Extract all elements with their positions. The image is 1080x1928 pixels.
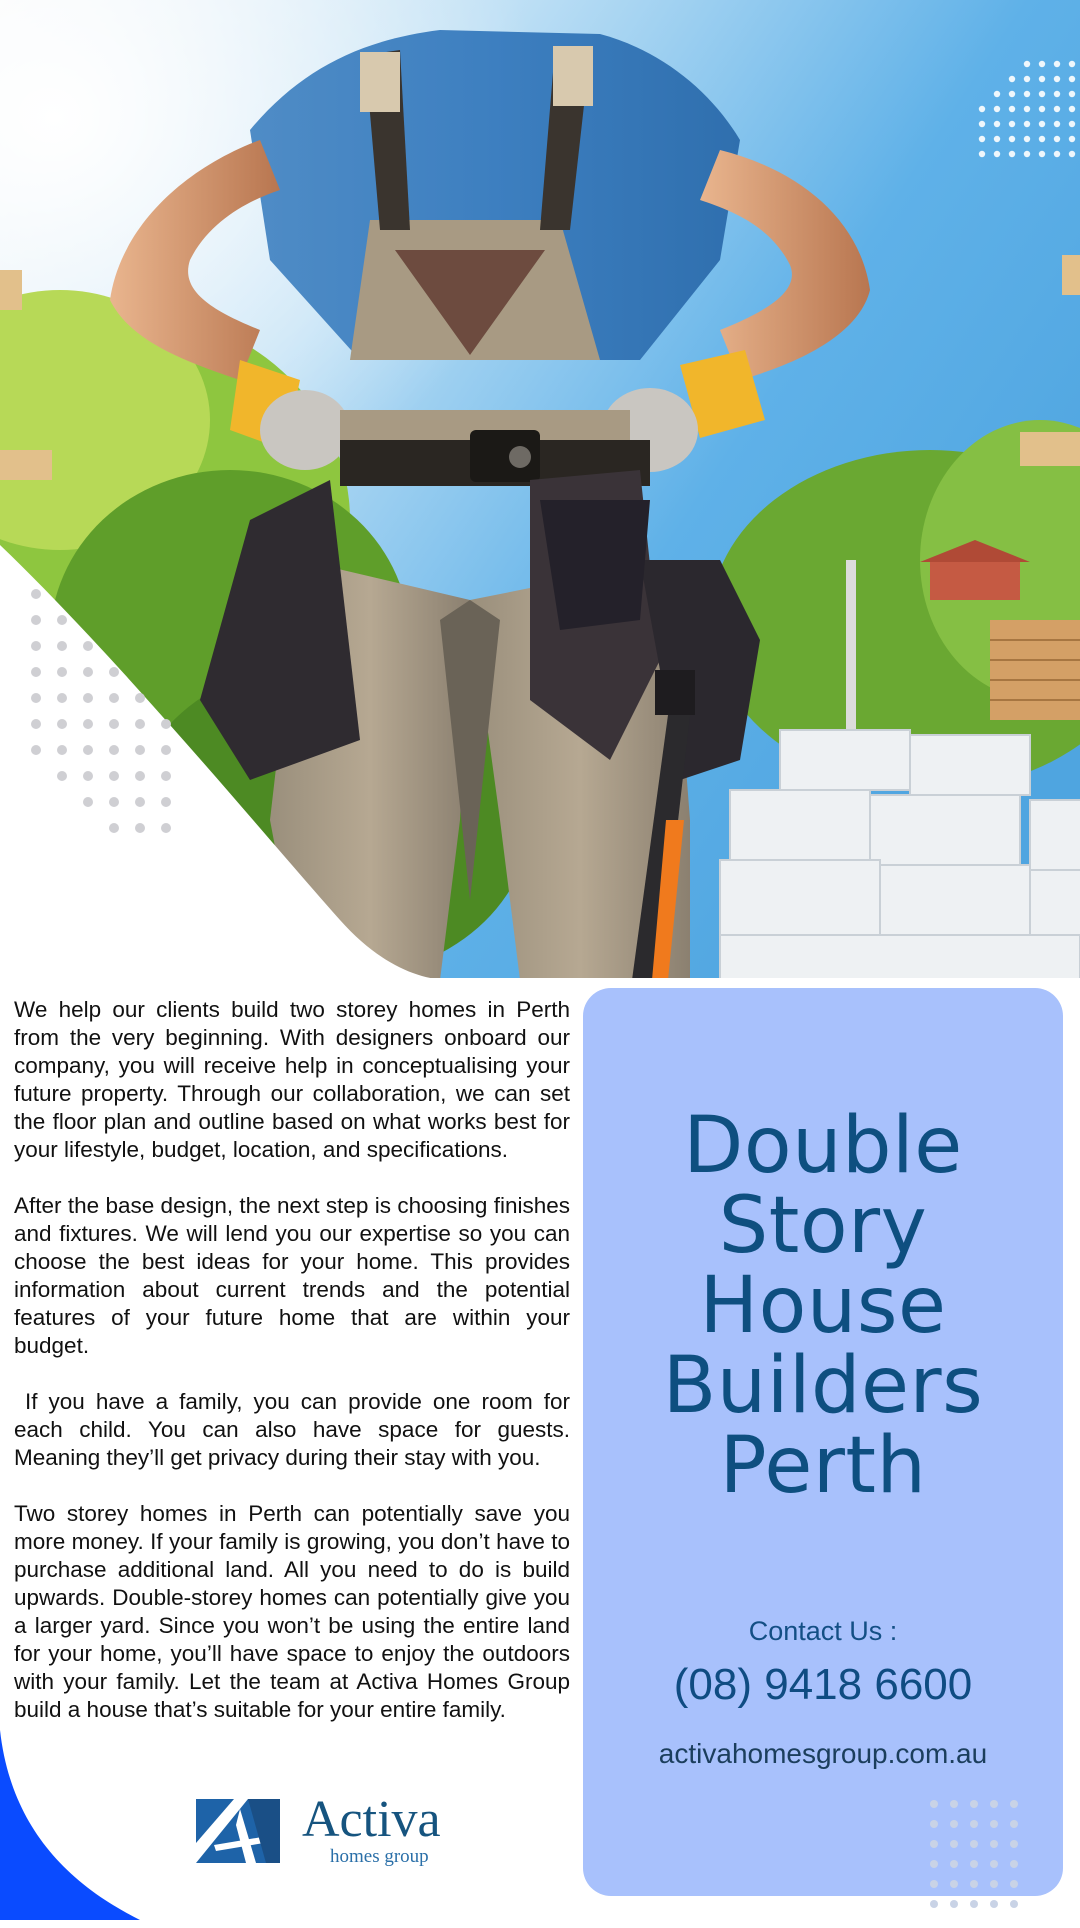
dot (1010, 1800, 1018, 1808)
dot (109, 745, 119, 755)
dot (930, 1880, 938, 1888)
paragraph: We help our clients build two storey homes in Perth from the very beginning. With designers onboard our company, you will receive help in conceptualising your future property. Through our collaboration, we can set the floor plan and outline based on what works best for your lifestyle, budget, location, and specifications. (14, 997, 570, 1162)
dot (990, 1800, 998, 1808)
dot (109, 823, 119, 833)
dot (57, 719, 67, 729)
dot (161, 745, 171, 755)
dot (1069, 76, 1075, 82)
dot (31, 615, 41, 625)
dot (57, 693, 67, 703)
dot (930, 1860, 938, 1868)
dot (1009, 136, 1015, 142)
dot (31, 589, 41, 599)
dot (135, 719, 145, 729)
dot (109, 719, 119, 729)
dot (31, 745, 41, 755)
dot (1024, 151, 1030, 157)
dot (990, 1860, 998, 1868)
dot (1024, 76, 1030, 82)
dot (1039, 136, 1045, 142)
dot (990, 1840, 998, 1848)
dot (1054, 136, 1060, 142)
title-line: House (699, 1261, 947, 1351)
dot (979, 151, 985, 157)
dot (1009, 76, 1015, 82)
dot (950, 1840, 958, 1848)
dot (1009, 91, 1015, 97)
dot (83, 667, 93, 677)
title-line: Story (718, 1181, 928, 1271)
logo-tagline: homes group (330, 1846, 429, 1867)
logo-name: Activa (302, 1791, 441, 1848)
dot (930, 1840, 938, 1848)
dot (1009, 121, 1015, 127)
title-line: Double (683, 1101, 963, 1191)
dot (1010, 1820, 1018, 1828)
dot (1024, 91, 1030, 97)
dot (990, 1900, 998, 1908)
dot (1069, 121, 1075, 127)
dot (979, 121, 985, 127)
dot (135, 797, 145, 807)
dot (161, 797, 171, 807)
dot (1010, 1900, 1018, 1908)
dot (970, 1860, 978, 1868)
dot (57, 771, 67, 781)
dot (1010, 1880, 1018, 1888)
dot (83, 693, 93, 703)
dot (994, 136, 1000, 142)
dot (83, 641, 93, 651)
dot (970, 1820, 978, 1828)
dot (1054, 61, 1060, 67)
dot (1024, 121, 1030, 127)
dot (994, 91, 1000, 97)
body-copy (14, 996, 577, 1752)
dot (930, 1820, 938, 1828)
dot (1039, 151, 1045, 157)
dot (57, 745, 67, 755)
dot (57, 615, 67, 625)
dot (109, 693, 119, 703)
dot (135, 693, 145, 703)
dot (1039, 106, 1045, 112)
dot (161, 823, 171, 833)
corner-accent-shape (0, 1730, 150, 1920)
dot (57, 641, 67, 651)
dot (109, 667, 119, 677)
paragraph: If you have a family, you can provide one room for each child. You can also have space for guests. Meaning they’ll get privacy during their stay with you. (14, 1389, 577, 1470)
dot (950, 1820, 958, 1828)
dot-pattern-decoration (30, 588, 190, 848)
dot (970, 1840, 978, 1848)
dot (1054, 91, 1060, 97)
dot (970, 1900, 978, 1908)
contact-card (583, 988, 1063, 1896)
dot (950, 1880, 958, 1888)
dot (1054, 121, 1060, 127)
dot (1039, 76, 1045, 82)
dot (161, 719, 171, 729)
dot (1069, 151, 1075, 157)
dot (1069, 136, 1075, 142)
dot (1024, 61, 1030, 67)
dot (930, 1800, 938, 1808)
dot (1039, 91, 1045, 97)
dot (1009, 106, 1015, 112)
dot (1010, 1860, 1018, 1868)
dot-pattern-decoration (976, 58, 1080, 158)
dot (83, 771, 93, 781)
dot (109, 771, 119, 781)
dot (1009, 151, 1015, 157)
dot (1010, 1840, 1018, 1848)
dot (1054, 106, 1060, 112)
contact-label: Contact Us : (748, 1616, 898, 1646)
dot (135, 771, 145, 781)
dot (1054, 151, 1060, 157)
dot (135, 745, 145, 755)
dot (979, 136, 985, 142)
dot (31, 641, 41, 651)
dot (1054, 76, 1060, 82)
dot-pattern-decoration (928, 1798, 1038, 1928)
dot (161, 771, 171, 781)
dot (970, 1800, 978, 1808)
card-title (583, 1101, 1063, 1511)
dot (990, 1880, 998, 1888)
dot (950, 1800, 958, 1808)
dot (1069, 61, 1075, 67)
paragraph: Two storey homes in Perth can potentially save you more money. If your family is growing, you don’t have to purchase additional land. All you need to do is build upwards. Double-storey homes can potentially give you a larger yard. Since you won’t be using the entire land for your home, you’ll have space to enjoy the outdoors with your family. Let the team at Activa Homes Group build a house that’s suitable for your entire family. (14, 1501, 570, 1722)
activa-logo[interactable] (196, 1791, 496, 1867)
dot (31, 667, 41, 677)
dot (31, 693, 41, 703)
dot (1039, 61, 1045, 67)
paragraph: After the base design, the next step is choosing finishes and fixtures. We will lend you our expertise so you can choose the best ideas for your home. This provides information about current trends and the potential features of your future home that are within your budget. (14, 1193, 570, 1358)
dot (970, 1880, 978, 1888)
dot (83, 719, 93, 729)
dot (994, 121, 1000, 127)
dot (994, 151, 1000, 157)
dot (1069, 106, 1075, 112)
website-link[interactable]: activahomesgroup.com.au (658, 1738, 988, 1769)
dot (1024, 136, 1030, 142)
dot (950, 1900, 958, 1908)
dot (31, 719, 41, 729)
dot (83, 745, 93, 755)
dot (1039, 121, 1045, 127)
dot (57, 667, 67, 677)
dot (1069, 91, 1075, 97)
dot (930, 1900, 938, 1908)
dot (83, 797, 93, 807)
title-line: Perth (719, 1421, 927, 1511)
title-line: Builders (662, 1341, 984, 1431)
dot (135, 823, 145, 833)
phone-number-link[interactable]: (08) 9418 6600 (673, 1660, 973, 1709)
activa-a-logo-icon (196, 1799, 280, 1863)
dot (979, 106, 985, 112)
dot (994, 106, 1000, 112)
dot (990, 1820, 998, 1828)
dot (109, 797, 119, 807)
dot (950, 1860, 958, 1868)
dot (1024, 106, 1030, 112)
